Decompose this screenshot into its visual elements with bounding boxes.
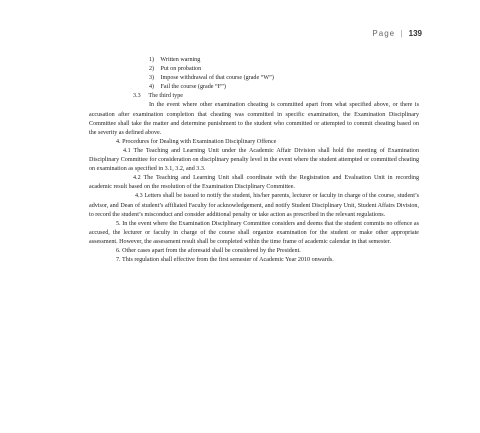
penalty-text: Put on probation — [160, 66, 202, 73]
document-body — [89, 56, 419, 265]
section-5-paragraph: 5. In the event where the Examination Disciplinary Committee considers and deems that the student commits no offence as accused, the lecturer or faculty in charge of the course shall organize examination for the student or make other appropriate assessment. However, the assessment result shall be completed within the time frame of academic calendar in that semester. — [89, 220, 419, 245]
penalty-number: 3) — [149, 75, 155, 82]
page-header — [372, 29, 422, 38]
penalty-text: Fail the course (grade “F”) — [160, 84, 226, 91]
section-6-paragraph: 6. Other cases apart from the aforesaid shall be considered by the President. — [116, 247, 301, 254]
penalty-text: Written warning — [160, 57, 201, 63]
section-3-3-title: The third type — [148, 93, 183, 100]
penalty-number: 4) — [149, 84, 155, 91]
penalty-item — [89, 74, 419, 83]
section-4-2-paragraph: 4.2 The Teaching and Learning Unit shall coordinate with the Registration and Evaluation Unit in recording academic result based on the resolution of the Examination Disciplinary Committee. — [89, 175, 419, 191]
section-3-3-paragraph: In the event where other examination cheating is committed apart from what specified above, or there is accusation after examination completion that cheating was committed in specific examination, the Examination Disciplinary Committee shall take the matter and determine punishment to the student who committed or attempted to commit cheating based on the severity as defined above. — [89, 102, 419, 136]
penalty-number: 1) — [149, 57, 155, 63]
section-7-paragraph: 7. This regulation shall effective from the first semester of Academic Year 2010 onwards. — [116, 257, 334, 264]
header-separator: | — [400, 29, 404, 38]
page-number: 139 — [408, 29, 422, 38]
section-4-1-paragraph: 4.1 The Teaching and Learning Unit under the Academic Affair Division shall hold the meeting of Examination Disciplinary Committee for consideration on disciplinary penalty level in the event where the student attempted or committed cheating on examination as specified in 3.1, 3.2, and 3.3. — [89, 147, 419, 173]
penalty-item — [89, 83, 419, 92]
penalty-number: 2) — [149, 66, 155, 73]
penalty-text: Impose withdrawal of that course (grade “W”) — [160, 75, 274, 82]
penalty-item — [89, 56, 419, 65]
section-4-3-paragraph: 4.3 Letters shall be issued to notify the student, his/her parents, lecturer or faculty in charge of the course, student’s advisor, and Dean of student’s affiliated Faculty for acknowledgement, and notify Student Disciplinary Unit, Student Affairs Division, to record the student’s misconduct and consider additional penalty or take action as prescribed in the relevant regulations. — [89, 193, 419, 218]
section-3-3-number: 3.3 — [133, 93, 141, 100]
section-3-3-heading — [89, 92, 419, 101]
page-label: Page — [372, 29, 396, 38]
penalty-item — [89, 65, 419, 74]
section-4-heading: 4. Procedures for Dealing with Examination Disciplinary Offence — [116, 138, 277, 145]
